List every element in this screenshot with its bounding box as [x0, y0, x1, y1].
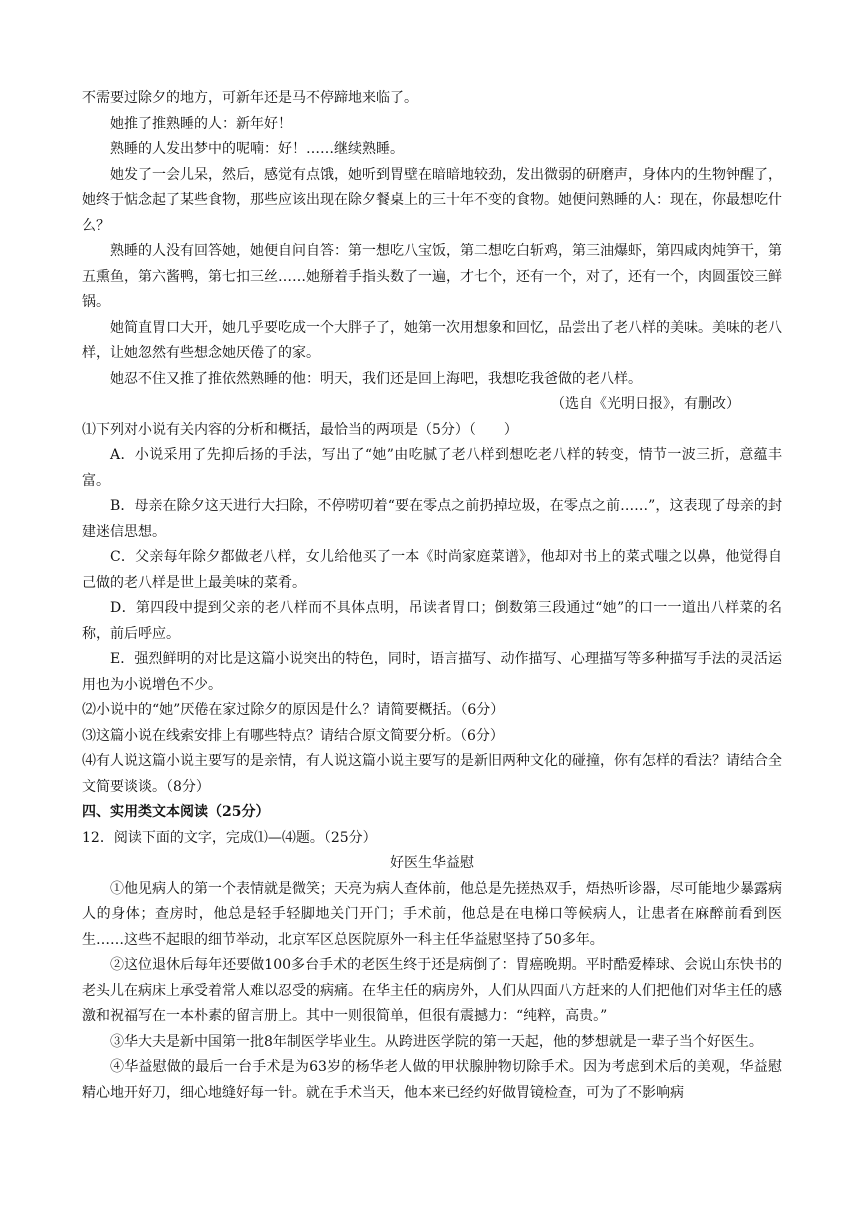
story-paragraph-6: 她简直胃口大开，她几乎要吃成一个大胖子了，她第一次用想象和回忆，品尝出了老八样的美味。美味的老八样，让她忽然有些想念她厌倦了的家。	[82, 319, 782, 361]
question-1-option-b: B．母亲在除夕这天进行大扫除，不停唠叨着“要在零点之前扔掉垃圾，在零点之前……”，这表现了母亲的封建迷信思想。	[82, 498, 782, 540]
question-1-option-c: C．父亲每年除夕都做老八样，女儿给他买了一本《时尚家庭菜谱》，他却对书上的菜式嗤之以鼻，他觉得自己做的老八样是世上最美味的菜肴。	[82, 549, 782, 591]
question-1-option-e: E．强烈鲜明的对比是这篇小说突出的特色，同时，语言描写、动作描写、心理描写等多种描写手法的灵活运用也为小说增色不少。	[82, 651, 782, 693]
question-12-stem: 12．阅读下面的文字，完成⑴—⑷题。（25分）	[82, 829, 377, 846]
article-title: 好医生华益慰	[390, 855, 474, 871]
article-paragraph-2: ②这位退休后每年还要做100多台手术的老医生终于还是病倒了：胃癌晚期。平时酷爱棒球、会说山东快书的老头儿在病床上承受着常人难以忍受的病痛。在华主任的病房外，人们从四面八方赶来的人们把他们对华主任的感激和祝福写在一本朴素的留言册上。其中一则很简单，但很有震撼力：“纯粹，高贵。”	[82, 957, 782, 1024]
article-paragraph-3: ③华大夫是新中国第一批8年制医学毕业生。从跨进医学院的第一天起，他的梦想就是一辈子当个好医生。	[110, 1033, 763, 1050]
document-page	[82, 86, 782, 1106]
story-paragraph-7: 她忍不住又推了推依然熟睡的他：明天，我们还是回上海吧，我想吃我爸做的老八样。	[110, 370, 642, 387]
question-1-option-d: D．第四段中提到父亲的老八样而不具体点明，吊读者胃口；倒数第三段通过“她”的口一一道出八样菜的名称，前后呼应。	[82, 600, 782, 642]
question-2: ⑵小说中的“她”厌倦在家过除夕的原因是什么？请简要概括。（6分）	[82, 702, 505, 718]
story-paragraph-1: 不需要过除夕的地方，可新年还是马不停蹄地来临了。	[82, 90, 418, 106]
story-paragraph-5: 熟睡的人没有回答她，她便自问自答：第一想吃八宝饭，第二想吃白斩鸡，第三油爆虾，第四咸肉炖笋干，第五熏鱼，第六酱鸭，第七扣三丝……她掰着手指头数了一遍，才七个，还有一个，对了，还有一个，肉圆蛋饺三鲜锅。	[82, 243, 782, 310]
story-paragraph-3: 熟睡的人发出梦中的呢喃：好！……继续熟睡。	[110, 141, 404, 157]
question-3: ⑶这篇小说在线索安排上有哪些特点？请结合原文简要分析。（6分）	[82, 727, 504, 744]
question-1-stem: ⑴下列对小说有关内容的分析和概括，最恰当的两项是（5分）（ ）	[82, 421, 518, 438]
question-4: ⑷有人说这篇小说主要写的是亲情，有人说这篇小说主要写的是新旧两种文化的碰撞，你有怎样的看法？请结合全文简要谈谈。（8分）	[82, 753, 782, 795]
question-1-option-a: A．小说采用了先抑后扬的手法，写出了“她”由吃腻了老八样到想吃老八样的转变，情节一波三折，意蕴丰富。	[82, 447, 782, 489]
article-paragraph-1: ①他见病人的第一个表情就是微笑；天亮为病人查体前，他总是先搓热双手，焐热听诊器，尽可能地少暴露病人的身体；查房时，他总是轻手轻脚地关门开门；手术前，他总是在电梯口等候病人，让患者在麻醉前看到医生……这些不起眼的细节举动，北京军区总医院原外一科主任华益慰坚持了50多年。	[82, 880, 782, 948]
story-paragraph-4: 她发了一会儿呆，然后，感觉有点饿，她听到胃壁在暗暗地较劲，发出微弱的研磨声，身体内的生物钟醒了，她终于惦念起了某些食物，那些应该出现在除夕餐桌上的三十年不变的食物。她便问熟睡的人：现在，你最想吃什么？	[82, 166, 782, 234]
section-4-heading: 四、实用类文本阅读（25分）	[82, 804, 270, 820]
story-paragraph-2: 她推了推熟睡的人：新年好！	[110, 115, 292, 132]
story-source: （选自《光明日报》，有删改）	[551, 396, 740, 412]
article-paragraph-4: ④华益慰做的最后一台手术是为63岁的杨华老人做的甲状腺肿物切除手术。因为考虑到术后的美观，华益慰精心地开好刀，细心地缝好每一针。就在手术当天，他本来已经约好做胃镜检查，可为了不影响病	[82, 1059, 782, 1101]
